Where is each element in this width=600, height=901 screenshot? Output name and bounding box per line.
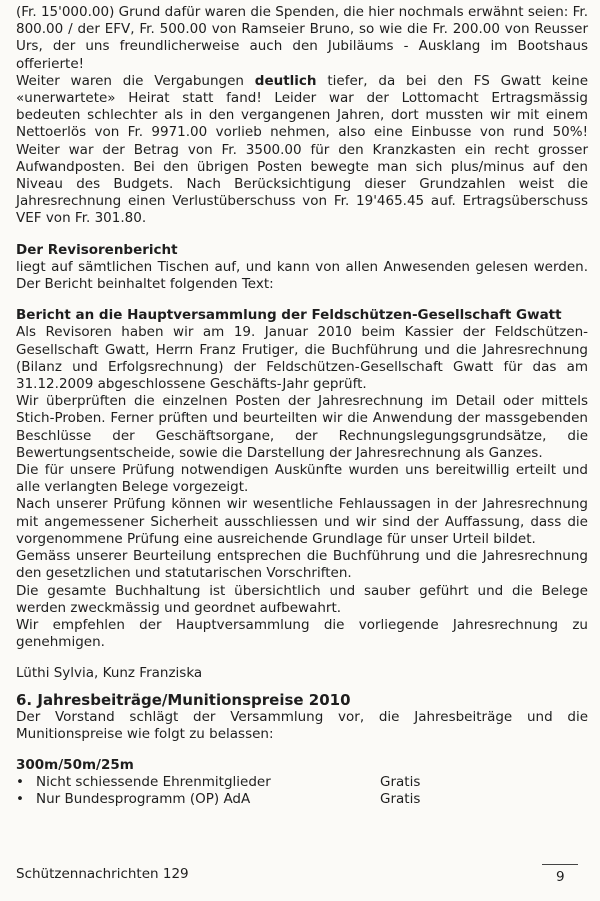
signatories: Lüthi Sylvia, Kunz Franziska — [16, 665, 203, 682]
list-item-value: Gratis — [380, 774, 421, 791]
list-item — [16, 774, 588, 791]
page-number: 9 — [556, 869, 565, 885]
distance-heading: 300m/50m/25m — [16, 756, 134, 773]
paragraph-donations: (Fr. 15'000.00) Grund dafür waren die Spenden, die hier nochmals erwähnt seien: Fr. 800.00 / der EFV, Fr. 500.00 von Ramseier Bruno, so wie die Fr. 200.00 von Reusser Urs, der uns freundlicherweise auch den Jubiläums - Ausklang im Bootshaus offerierte! — [16, 4, 588, 72]
list-item-label: Nicht schiessende Ehrenmitglieder — [36, 774, 271, 791]
paragraph-vergabungen — [16, 73, 588, 228]
paragraph-revisorenbericht: liegt auf sämtlichen Tischen auf, und kann von allen Anwesenden gelesen werden. Der Bericht beinhaltet folgenden Text: — [16, 258, 588, 293]
publication-title: Schützennachrichten 129 — [16, 866, 189, 882]
bericht-paragraph-7: Wir empfehlen der Hauptversammlung die vorliegende Jahresrechnung zu genehmigen. — [16, 616, 588, 651]
bericht-paragraph-6: Die gesamte Buchhaltung ist übersichtlich und sauber geführt und die Belege werden zweckmässig und geordnet aufbewahrt. — [16, 582, 588, 616]
list-item-label: Nur Bundesprogramm (OP) AdA — [36, 791, 251, 808]
bericht-paragraph-2: Wir überprüften die einzelnen Posten der Jahresrechnung im Detail oder mittels Stich-Proben. Ferner prüften und beurteilten wir die Anwendung der massgebenden Beschlüsse der Geschäftsorgane, der Rechnungslegungsgrundsätze, die Bewertungsentscheide, sowie die Darstellung der Jahresrechnung als Ganzes. — [16, 393, 588, 461]
section-6-title: 6. Jahresbeiträge/Munitionspreise 2010 — [16, 690, 351, 709]
bullet-icon: • — [16, 791, 24, 808]
footer-divider — [542, 864, 578, 865]
emphasis-deutlich: deutlich — [254, 72, 317, 89]
list-item — [16, 791, 588, 808]
section-6-text: Der Vorstand schlägt der Versammlung vor, die Jahresbeiträge und die Munitionspreise wie folgt zu belassen: — [16, 708, 588, 742]
document-page — [16, 4, 588, 809]
paragraph-vergabungen-start: Weiter waren die Vergabungen — [16, 72, 255, 89]
bullet-icon: • — [16, 774, 24, 791]
bericht-paragraph-4: Nach unserer Prüfung können wir wesentliche Fehlaussagen in der Jahresrechnung mit angemessener Sicherheit ausschliessen und wir sind der Auffassung, dass die vorgenommene Prüfung eine ausreichende Grundlage für unser Urteil bildet. — [16, 496, 588, 547]
bericht-paragraph-3: Die für unsere Prüfung notwendigen Auskünfte wurden uns bereitwillig erteilt und alle verlangten Belege vorgezeigt. — [16, 462, 588, 496]
paragraph-vergabungen-rest: tiefer, da bei den FS Gwatt keine «unerwartete» Heirat statt fand! Leider war der Lottomacht Ertragsmässig bedeuten schlechter als in den vergangenen Jahren, dort mussten wir mit einem Nettoerlös von Fr. 9971.00 vorlieb nehmen, also eine Einbusse von rund 50%! Weiter war der Betrag von Fr. 3500.00 für den Kranzkasten ein recht grosser Aufwandposten. Bei den übrigen Posten bewegte man sich plus/minus auf den Niveau des Budgets. Nach Berücksichtigung dieser Grundzahlen weist die Jahresrechnung einen Verlustüberschuss von Fr. 19'465.45 auf. Ertragsüberschuss VEF von Fr. 301.80. — [16, 72, 588, 227]
bericht-paragraph-1: Als Revisoren haben wir am 19. Januar 2010 beim Kassier der Feldschützen-Gesellschaft Gwatt, Herrn Franz Frutiger, die Buchführung und die Jahresrechnung (Bilanz und Erfolgsrechnung) der Feldschützen-Gesellschaft Gwatt für das am 31.12.2009 abgeschlossene Geschäfts-Jahr geprüft. — [16, 324, 588, 393]
bericht-paragraph-5: Gemäss unserer Beurteilung entsprechen die Buchführung und die Jahresrechnung den gesetzlichen und statutarischen Vorschriften. — [16, 548, 588, 582]
heading-bericht: Bericht an die Hauptversammlung der Feldschützen-Gesellschaft Gwatt — [16, 307, 562, 324]
heading-revisorenbericht: Der Revisorenbericht — [16, 241, 178, 258]
list-item-value: Gratis — [380, 791, 421, 808]
